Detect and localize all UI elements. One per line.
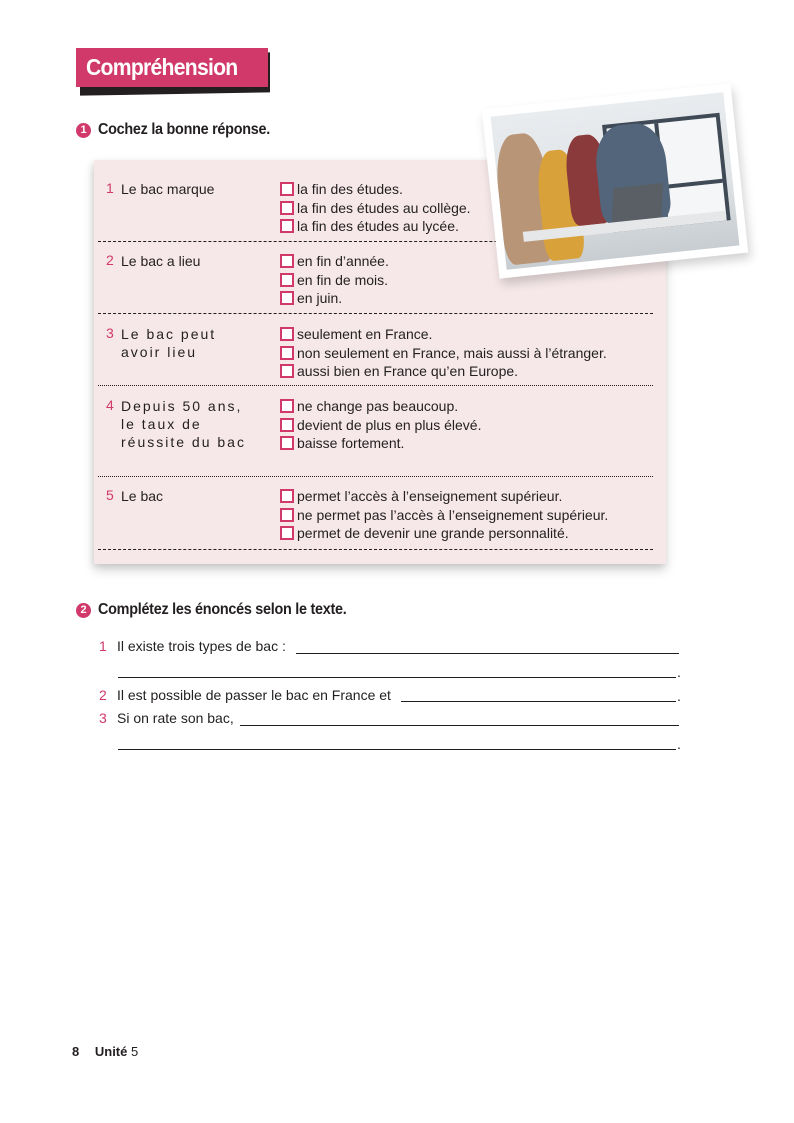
answer-line[interactable] (118, 749, 676, 750)
checkbox[interactable] (280, 327, 294, 341)
checkbox[interactable] (280, 526, 294, 540)
options (280, 252, 389, 308)
checkbox[interactable] (280, 436, 294, 450)
option-label: en fin d’année. (297, 253, 389, 270)
question-number: 4 (106, 397, 114, 413)
question-stem: Le bac marque (121, 181, 215, 197)
answer-line[interactable] (118, 677, 676, 678)
option-label: ne change pas beaucoup. (297, 398, 459, 415)
end-period: . (677, 688, 681, 704)
exercise-number-badge: 1 (76, 123, 91, 138)
dashed-separator (98, 549, 653, 550)
item-prompt: Il existe trois types de bac : (117, 638, 286, 654)
section-title-banner (76, 48, 268, 87)
question-stem: Depuis 50 ans, le taux de réussite du bac (121, 398, 246, 450)
question-stem: Le bac (121, 488, 164, 504)
exercise-number-badge: 2 (76, 603, 91, 618)
exercise-instruction: Cochez la bonne réponse. (98, 121, 270, 138)
dotted-separator (98, 476, 653, 477)
photo-image (491, 92, 740, 270)
dotted-separator (98, 385, 653, 386)
item-prompt: Il est possible de passer le bac en France et (117, 687, 391, 703)
checkbox[interactable] (280, 291, 294, 305)
option-label: permet de devenir une grande personnalité. (297, 525, 569, 542)
checkbox[interactable] (280, 364, 294, 378)
option[interactable] (280, 180, 471, 199)
item-number: 2 (99, 687, 107, 703)
question-number: 3 (106, 325, 114, 341)
question-stem: Le bac a lieu (121, 253, 201, 269)
fill-item (99, 638, 286, 654)
photo-laptop (612, 183, 663, 223)
item-prompt: Si on rate son bac, (117, 710, 234, 726)
answer-line[interactable] (401, 701, 676, 702)
option[interactable] (280, 506, 608, 525)
option-label: baisse fortement. (297, 435, 405, 452)
checkbox[interactable] (280, 273, 294, 287)
option-label: en fin de mois. (297, 271, 389, 288)
end-period: . (677, 664, 681, 680)
options (280, 487, 608, 543)
option[interactable] (280, 199, 471, 218)
option[interactable] (280, 344, 607, 363)
option-label: permet l’accès à l’enseignement supérieur. (297, 488, 563, 505)
exercise-instruction: Complétez les énoncés selon le texte. (98, 601, 347, 618)
question-number: 5 (106, 487, 114, 503)
item-number: 1 (99, 638, 107, 654)
checkbox[interactable] (280, 201, 294, 215)
option[interactable] (280, 487, 608, 506)
option-label: devient de plus en plus élevé. (297, 416, 482, 433)
fill-item (99, 710, 234, 726)
option-label: aussi bien en France qu’en Europe. (297, 363, 519, 380)
option[interactable] (280, 252, 389, 271)
checkbox[interactable] (280, 489, 294, 503)
option-label: la fin des études. (297, 181, 403, 198)
option[interactable] (280, 325, 607, 344)
option-label: en juin. (297, 290, 343, 307)
item-number: 3 (99, 710, 107, 726)
fill-item (99, 687, 391, 703)
students-photo (482, 83, 748, 278)
option-label: ne permet pas l’accès à l’enseignement supérieur. (297, 506, 609, 523)
option[interactable] (280, 362, 607, 381)
question-number: 1 (106, 180, 114, 196)
exercise-1-heading (76, 121, 289, 139)
option-label: la fin des études au collège. (297, 199, 471, 216)
option[interactable] (280, 524, 608, 543)
section-title: Compréhension (86, 54, 238, 80)
option[interactable] (280, 217, 471, 236)
checkbox[interactable] (280, 346, 294, 360)
checkbox[interactable] (280, 219, 294, 233)
title-box (76, 48, 268, 87)
option[interactable] (280, 397, 481, 416)
option-label: non seulement en France, mais aussi à l’étranger. (297, 344, 607, 361)
question-stem: Le bac peut avoir lieu (121, 326, 217, 360)
page-number: 8 (72, 1044, 80, 1059)
options (280, 180, 471, 236)
end-period: . (677, 736, 681, 752)
checkbox[interactable] (280, 399, 294, 413)
unit-number: 5 (130, 1044, 139, 1059)
page-footer (72, 1044, 138, 1059)
question-number: 2 (106, 252, 114, 268)
option[interactable] (280, 434, 481, 453)
options (280, 325, 607, 381)
options (280, 397, 481, 453)
answer-line[interactable] (296, 653, 679, 654)
option-label: seulement en France. (297, 326, 433, 343)
option[interactable] (280, 289, 389, 308)
option[interactable] (280, 271, 389, 290)
dashed-separator (98, 313, 653, 314)
option[interactable] (280, 416, 481, 435)
checkbox[interactable] (280, 418, 294, 432)
exercise-2-heading (76, 601, 374, 619)
checkbox[interactable] (280, 508, 294, 522)
checkbox[interactable] (280, 254, 294, 268)
option-label: la fin des études au lycée. (297, 218, 459, 235)
checkbox[interactable] (280, 182, 294, 196)
answer-line[interactable] (240, 725, 679, 726)
unit-label: Unité (94, 1044, 128, 1059)
